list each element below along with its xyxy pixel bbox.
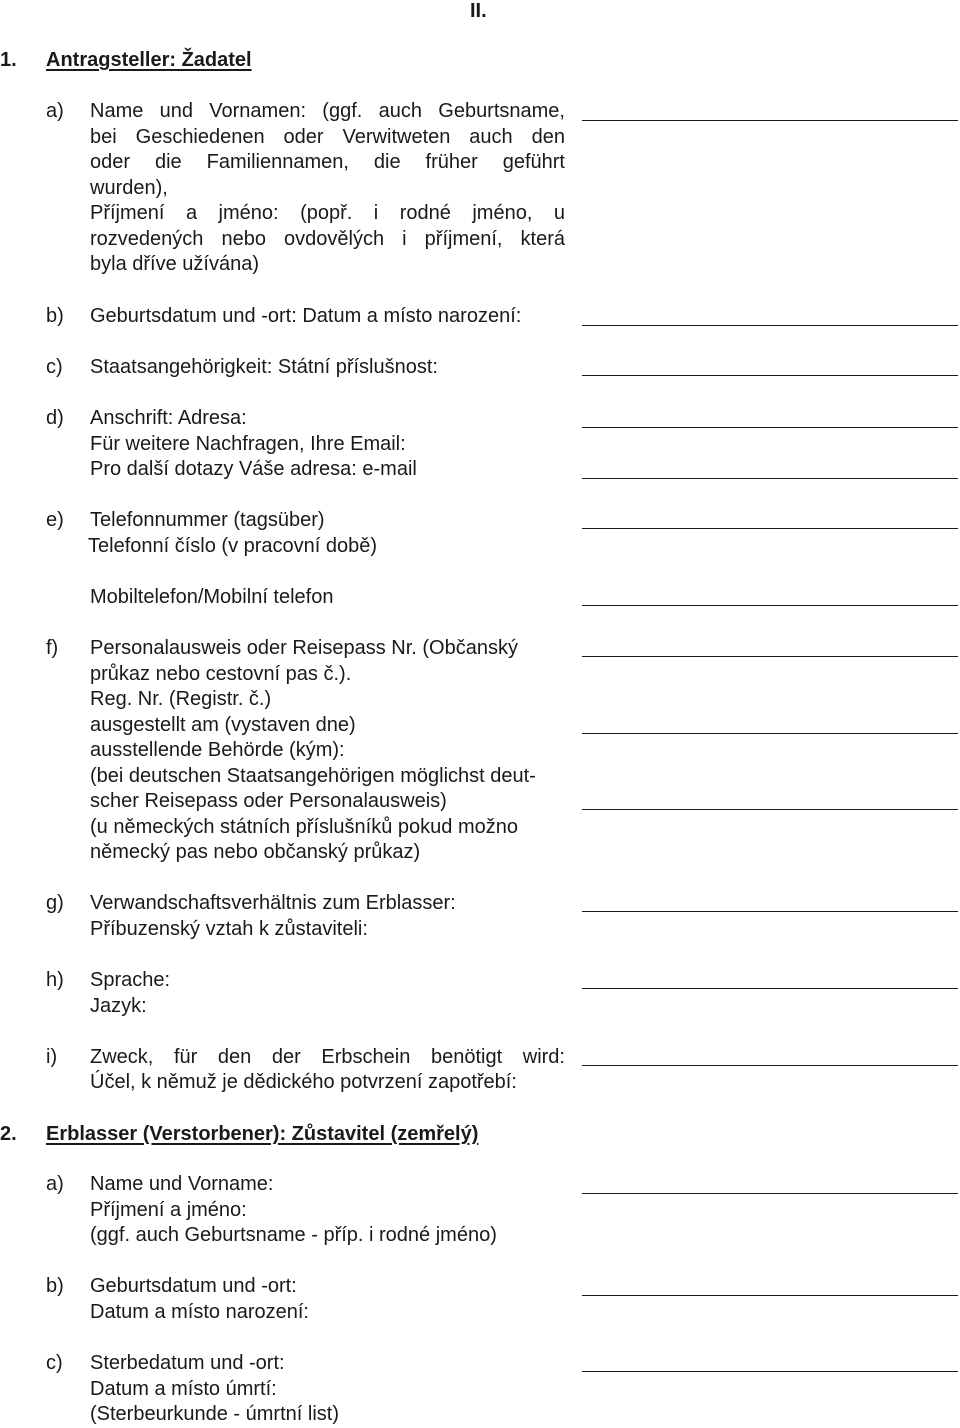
item-2b-line: Geburtsdatum und -ort: <box>90 1275 297 1297</box>
item-1a-line: bei Geschiedenen oder Verwitweten auch den <box>90 126 565 148</box>
item-2c-marker: c) <box>46 1352 63 1374</box>
death-date-place-field[interactable] <box>582 1371 958 1372</box>
item-2c-line: Datum a místo úmrtí: <box>90 1378 277 1400</box>
item-1e-line: Mobiltelefon/Mobilní telefon <box>90 586 334 608</box>
purpose-field[interactable] <box>582 1065 958 1066</box>
item-1f-line: (u německých státních příslušníků pokud možno <box>90 816 518 838</box>
item-1a-line: Příjmení a jméno: (popř. i rodné jméno, u <box>90 202 565 224</box>
relationship-field[interactable] <box>582 911 958 912</box>
item-1a-line: wurden), <box>90 177 168 199</box>
item-2c-line: (Sterbeurkunde - úmrtní list) <box>90 1403 339 1425</box>
item-1a-line: oder die Familiennamen, die früher geführt <box>90 151 565 173</box>
item-1f-line: scher Reisepass oder Personalausweis) <box>90 790 447 812</box>
section-2-number: 2. <box>0 1123 17 1145</box>
item-2b-line: Datum a místo narození: <box>90 1301 309 1323</box>
item-1d-line: Anschrift: Adresa: <box>90 407 247 429</box>
item-2a-marker: a) <box>46 1173 64 1195</box>
item-1g-line: Verwandschaftsverhältnis zum Erblasser: <box>90 892 456 914</box>
section-1-title: Antragsteller: Žadatel <box>46 49 252 71</box>
section-1-number: 1. <box>0 49 17 71</box>
item-1f-line: ausstellende Behörde (kým): <box>90 739 345 761</box>
item-1a-line: Name und Vornamen: (ggf. auch Geburtsname, <box>90 100 565 122</box>
item-1e-line: Telefonnummer (tagsüber) <box>90 509 325 531</box>
item-1i-line: Zweck, für den der Erbschein benötigt wird: <box>90 1046 565 1068</box>
item-1b-line: Geburtsdatum und -ort: Datum a místo narození: <box>90 305 522 327</box>
deceased-birth-field[interactable] <box>582 1295 958 1296</box>
id-number-field[interactable] <box>582 656 958 657</box>
deceased-name-field[interactable] <box>582 1193 958 1194</box>
item-1c-line: Staatsangehörigkeit: Státní příslušnost: <box>90 356 438 378</box>
item-1a-line: rozvedených nebo ovdovělých i příjmení, která <box>90 228 565 250</box>
item-2a-line: (ggf. auch Geburtsname - příp. i rodné jméno) <box>90 1224 497 1246</box>
item-1a-line: byla dříve užívána) <box>90 253 259 275</box>
item-1d-marker: d) <box>46 407 64 429</box>
item-1i-line: Účel, k němuž je dědického potvrzení zapotřebí: <box>90 1071 517 1093</box>
item-1f-line: Personalausweis oder Reisepass Nr. (Občanský <box>90 637 518 659</box>
item-1g-marker: g) <box>46 892 64 914</box>
item-2a-line: Příjmení a jméno: <box>90 1199 247 1221</box>
item-1f-line: německý pas nebo občanský průkaz) <box>90 841 421 863</box>
email-field[interactable] <box>582 478 958 479</box>
item-1b-marker: b) <box>46 305 64 327</box>
item-1e-marker: e) <box>46 509 64 531</box>
item-1a-marker: a) <box>46 100 64 122</box>
item-1h-line: Sprache: <box>90 969 171 991</box>
section-2-title: Erblasser (Verstorbener): Zůstavitel (zemřelý) <box>46 1123 479 1145</box>
item-1d-line: Pro další dotazy Váše adresa: e-mail <box>90 458 417 480</box>
issue-date-field[interactable] <box>582 733 958 734</box>
item-1f-line: (bei deutschen Staatsangehörigen möglichst deut- <box>90 765 536 787</box>
item-1h-marker: h) <box>46 969 64 991</box>
item-1f-line: Reg. Nr. (Registr. č.) <box>90 688 272 710</box>
mobile-field[interactable] <box>582 605 958 606</box>
nationality-field[interactable] <box>582 375 958 376</box>
page-marker: II. <box>470 0 487 22</box>
name-field[interactable] <box>582 120 958 121</box>
item-1e-line: Telefonní číslo (v pracovní době) <box>88 535 378 557</box>
item-1h-line: Jazyk: <box>90 995 147 1017</box>
issuing-authority-field[interactable] <box>582 809 958 810</box>
item-2a-line: Name und Vorname: <box>90 1173 274 1195</box>
item-1i-marker: i) <box>46 1046 58 1068</box>
phone-field[interactable] <box>582 528 958 529</box>
item-1d-line: Für weitere Nachfragen, Ihre Email: <box>90 433 406 455</box>
language-field[interactable] <box>582 988 958 989</box>
item-2c-line: Sterbedatum und -ort: <box>90 1352 285 1374</box>
item-2b-marker: b) <box>46 1275 64 1297</box>
address-field[interactable] <box>582 427 958 428</box>
birth-date-place-field[interactable] <box>582 325 958 326</box>
item-1f-line: ausgestellt am (vystaven dne) <box>90 714 356 736</box>
item-1f-line: průkaz nebo cestovní pas č.). <box>90 663 352 685</box>
item-1c-marker: c) <box>46 356 63 378</box>
item-1f-marker: f) <box>46 637 59 659</box>
item-1g-line: Příbuzenský vztah k zůstaviteli: <box>90 918 368 940</box>
